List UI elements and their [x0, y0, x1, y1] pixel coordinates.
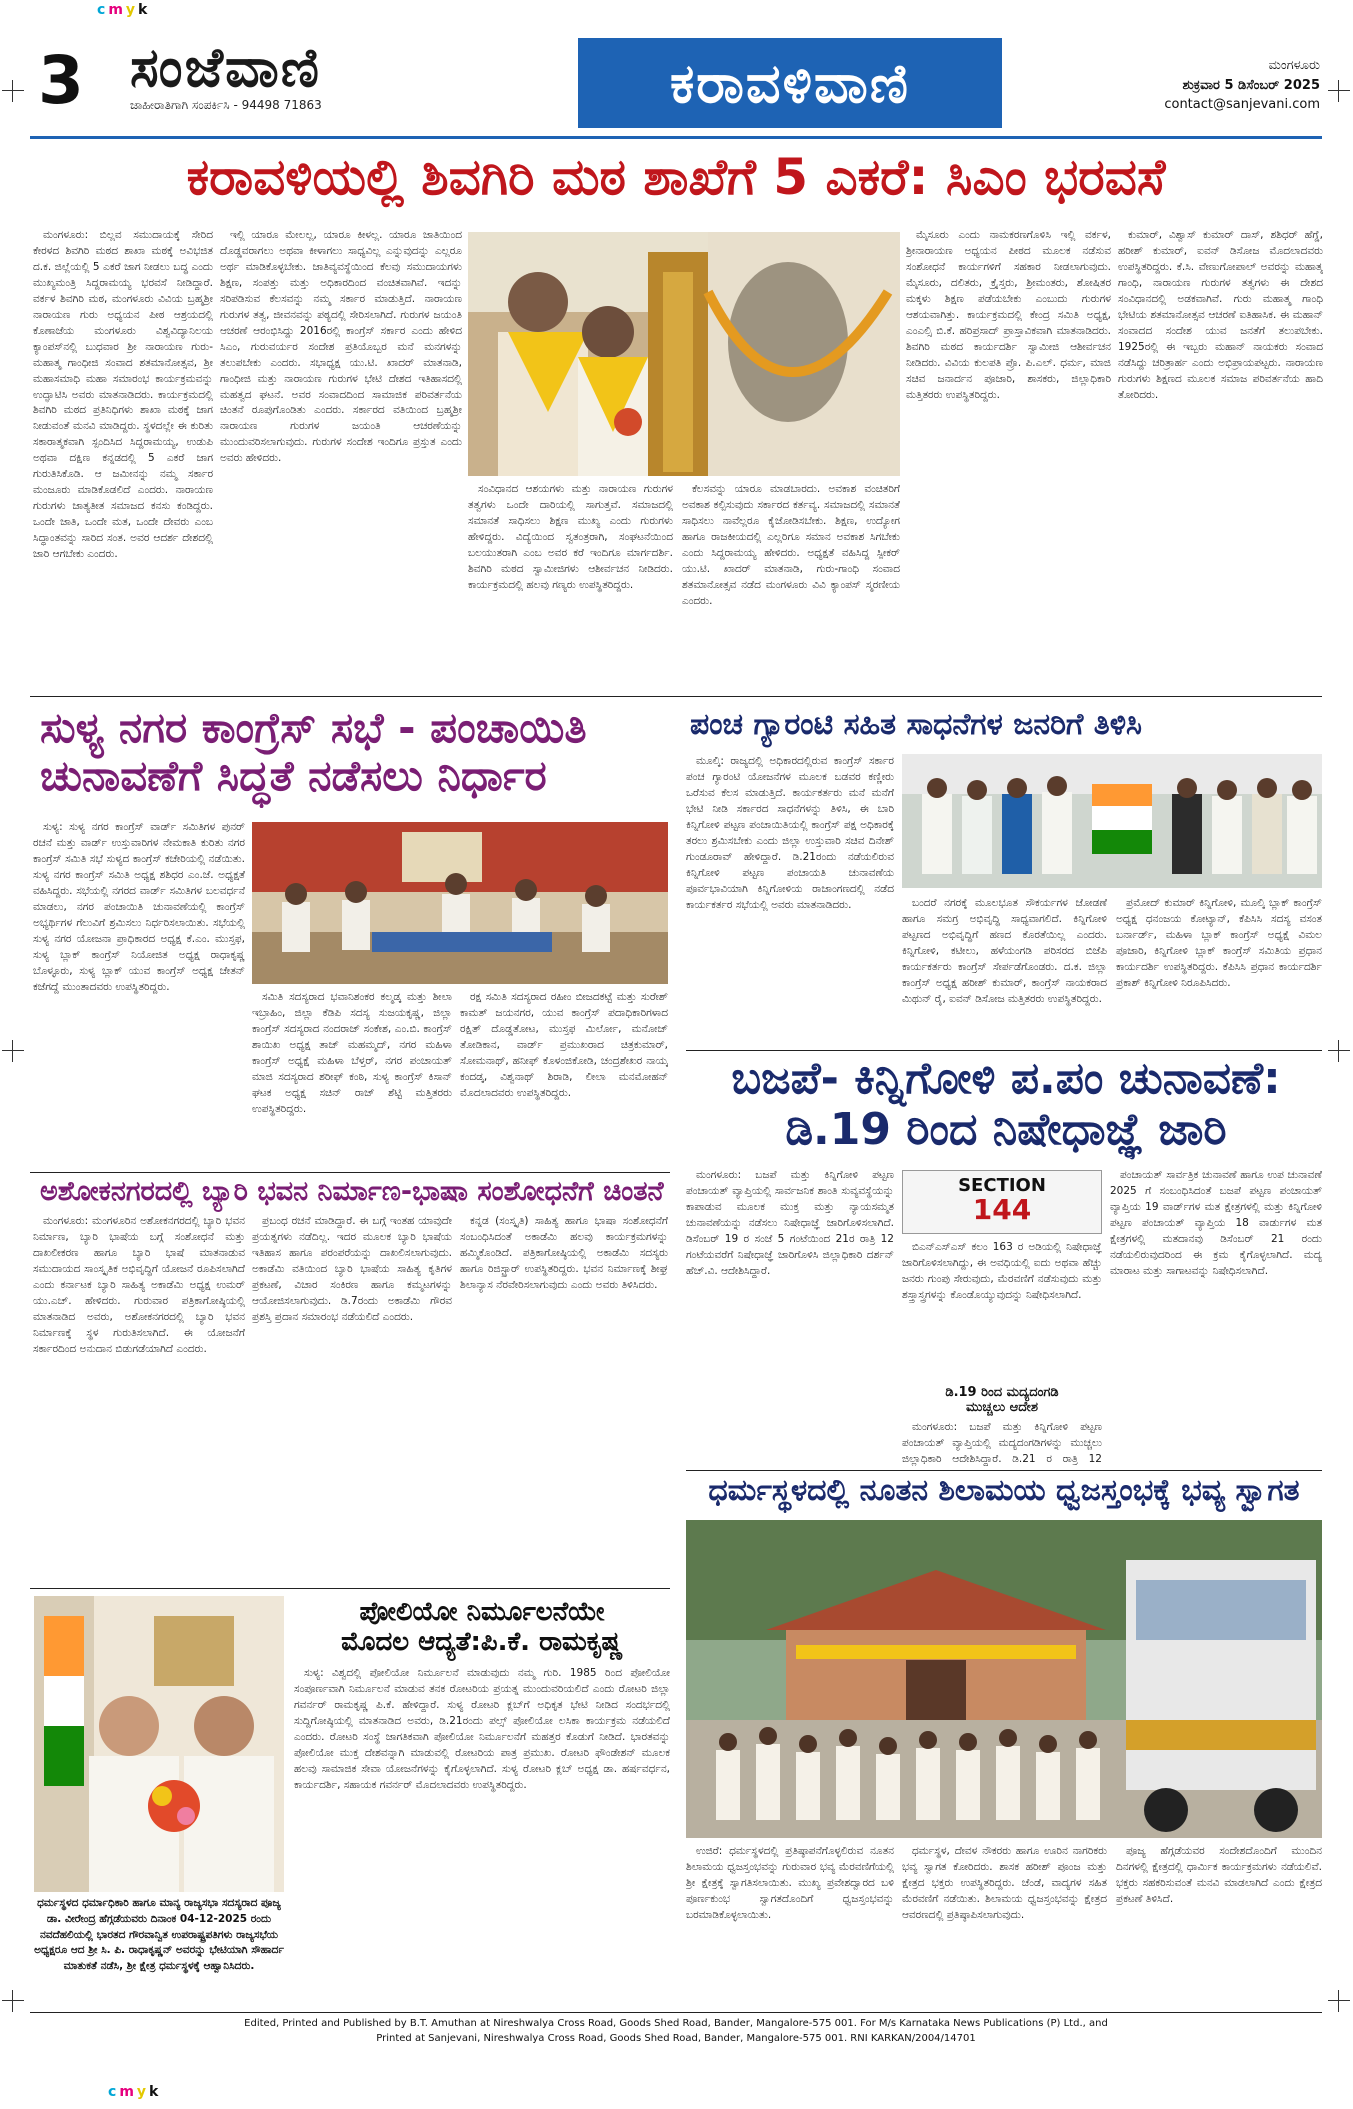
sullia-meeting-photo — [252, 822, 668, 984]
sullia-col1: ಸುಳ್ಯ: ಸುಳ್ಯ ನಗರ ಕಾಂಗ್ರೆಸ್ ವಾರ್ಡ್ ಸಮಿತಿಗಳ ಪುನರ್ ರಚನೆ ಮತ್ತು ವಾರ್ಡ್ ಉಸ್ತುವಾರಿಗಳ ನೇಮಕಾತಿ ಕುರಿತು ನಗರ ಕಾಂಗ್ರೆಸ್ ಸಮಿತಿ ಸಭೆ ಸುಳ್ಯದ ಕಾಂಗ್ರೆಸ್ ಕಚೇರಿಯಲ್ಲಿ ನಡೆಯಿತು. ಸುಳ್ಯ ನಗರ ಕಾಂಗ್ರೆಸ್ ಸಮಿತಿ ಅಧ್ಯಕ್ಷ ಶಶಿಧರ ಎಂ.ಜೆ. ಅಧ್ಯಕ್ಷತೆ ವಹಿಸಿದ್ದರು. ಸಭೆಯಲ್ಲಿ ನಗರದ ವಾರ್ಡ್ ಸಮಿತಿಗಳ ಬಲವರ್ಧನೆ ಮಾಡಲು, ನಗರ ಪಂಚಾಯಿತಿ ಚುನಾವಣೆಯಲ್ಲಿ ಕಾಂಗ್ರೆಸ್ ಅಭ್ಯರ್ಥಿಗಳ ಗೆಲುವಿಗೆ ಶ್ರಮಿಸಲು ನಿರ್ಧರಿಸಲಾಯಿತು. ಸಭೆಯಲ್ಲಿ ಸುಳ್ಯ ನಗರ ಯೋಜನಾ ಪ್ರಾಧಿಕಾರದ ಅಧ್ಯಕ್ಷ ಕೆ.ಎಂ. ಮುಸ್ತಫ, ಸುಳ್ಯ ಬ್ಲಾಕ್ ಕಾಂಗ್ರೆಸ್ ನಿಯೋಜಿತ ಅಧ್ಯಕ್ಷ ರಾಧಾಕೃಷ್ಣ ಬೊಳ್ಳೂರು, ಸುಳ್ಯ ಬ್ಲಾಕ್ ಯುವ ಕಾಂಗ್ರೆಸ್ ಅಧ್ಯಕ್ಷ ಚೇತನ್ ಕಜೆಗದ್ದೆ ಮುಂತಾದವರು ಉಪಸ್ಥಿತರಿದ್ದರು. — [33, 821, 245, 993]
registration-mark-icon — [1328, 1040, 1350, 1062]
edition-logo: ಕರಾವಳಿವಾಣಿ — [578, 38, 1002, 128]
guarantee-headline: ಪಂಚ ಗ್ಯಾರಂಟಿ ಸಹಿತ ಸಾಧನೆಗಳ ಜನರಿಗೆ ತಿಳಿಸಿ — [690, 707, 1142, 742]
polio-headline: ಪೋಲಿಯೋ ನಿರ್ಮೂಲನೆಯೇ ಮೊದಲ ಆದ್ಯತೆ:ಪಿ.ಕೆ. ರಾಮಕೃಷ್ಣ — [341, 1597, 623, 1657]
guarantee-col3: ಪ್ರಮೋದ್ ಕುಮಾರ್ ಕಿನ್ನಿಗೋಳಿ, ಮೂಲ್ಕಿ ಬ್ಲಾಕ್ ಕಾಂಗ್ರೆಸ್ ಅಧ್ಯಕ್ಷ ಧನಂಜಯ ಕೋಟ್ಯಾನ್, ಕೆಪಿಸಿಸಿ ಸದಸ್ಯ ವಸಂತ ಬರ್ನಾರ್ಡ್, ಮಹಿಳಾ ಬ್ಲಾಕ್ ಕಾಂಗ್ರೆಸ್ ಅಧ್ಯಕ್ಷೆ ವಿಮಲ ಪೂಜಾರಿ, ಕಿನ್ನಿಗೋಳಿ ಬ್ಲಾಕ್ ಕಾಂಗ್ರೆಸ್ ಸಮಿತಿಯ ಪ್ರಧಾನ ಕಾರ್ಯದರ್ಶಿ ಉಪಸ್ಥಿತರಿದ್ದರು. ಕೆಪಿಸಿಸಿ ಪ್ರಧಾನ ಕಾರ್ಯದರ್ಶಿ ಪ್ರಕಾಶ್ ಕಿನ್ನಿಗೋಳಿ ನಿರೂಪಿಸಿದರು. — [1116, 897, 1322, 989]
flagstaff-procession-photo — [686, 1520, 1322, 1838]
imprint-footer: Edited, Printed and Published by B.T. Amuthan at Nireshwalya Cross Road, Goods Shed Road, Bander, Mangalore-575 001. For M/s Karnataka News Publications (P) Ltd., and Printed at Sanjevani, Nireshwalya Cross Road, Goods Shed Road, Bander, Mangalore-575 001. RNI KARKAN/2004/14701 — [244, 2018, 1108, 2044]
page-number: 3 — [38, 42, 84, 119]
guarantee-photo — [902, 754, 1322, 888]
divider — [686, 1470, 1322, 1471]
divider — [30, 1588, 670, 1589]
sullia-col3: ರಕ್ಷ ಸಮಿತಿ ಸದಸ್ಯರಾದ ರಹೀಂ ಬೀಜದಕಟ್ಟೆ ಮತ್ತು ಸುರೇಶ್ ಕಾಮತ್ ಜಯನಗರ, ಯುವ ಕಾಂಗ್ರೆಸ್ ಪದಾಧಿಕಾರಿಗಳಾದ ರಕ್ಷಿತ್ ದೊಡ್ಡತೋಟ, ಮುಸ್ತಫ ಮಿರ್ಲೋ, ಮನೋಜ್ ತೋಡಿಕಾನ, ವಾರ್ಡ್ ಪ್ರಮುಖರಾದ ಚಿತ್ರಕುಮಾರ್, ಸೋಮನಾಥ್, ಹನೀಫ್ ಕೊಳಂಜಿಕೋಡಿ, ಚಂದ್ರಶೇಖರ ನಾಯ್ಕ ಕಂದಡ್ಕ, ವಿಶ್ವನಾಥ್ ಶಿರಾಡಿ, ಲೀಲಾ ಮನಮೋಹನ್ ಮೊದಲಾದವರು ಉಪಸ್ಥಿತರಿದ್ದರು. — [460, 991, 668, 1099]
paper-logo: ಸಂಜೆವಾಣಿ — [130, 36, 570, 98]
lead-article-col3: ಸಂವಿಧಾನದ ಆಶಯಗಳು ಮತ್ತು ನಾರಾಯಣ ಗುರುಗಳ ತತ್ವಗಳು ಒಂದೇ ದಾರಿಯಲ್ಲಿ ಸಾಗುತ್ತವೆ. ಸಮಾಜದಲ್ಲಿ ಸಮಾನತೆ ಸಾಧಿಸಲು ಶಿಕ್ಷಣ ಮುಖ್ಯ ಎಂದು ಗುರುಗಳು ಹೇಳಿದ್ದರು. ವಿದ್ಯೆಯಿಂದ ಸ್ವತಂತ್ರರಾಗಿ, ಸಂಘಟನೆಯಿಂದ ಬಲಯುತರಾಗಿ ಎಂಬ ಅವರ ಕರೆ ಇಂದಿಗೂ ಮಾರ್ಗದರ್ಶಿ. ಶಿವಗಿರಿ ಮಠದ ಸ್ವಾಮೀಜಿಗಳು ಆಶೀರ್ವಚನ ನೀಡಿದರು. ಕಾರ್ಯಕ್ರಮದಲ್ಲಿ ಹಲವು ಗಣ್ಯರು ಉಪಸ್ಥಿತರಿದ್ದರು. — [468, 483, 673, 591]
ashokenagar-col3: ಕನ್ನಡ (ಸಂಸ್ಕೃತಿ) ಸಾಹಿತ್ಯ ಹಾಗೂ ಭಾಷಾ ಸಂಶೋಧನೆಗೆ ಸಂಬಂಧಿಸಿದಂತೆ ಅಕಾಡೆಮಿ ಹಲವು ಕಾರ್ಯಕ್ರಮಗಳನ್ನು ಹಮ್ಮಿಕೊಂಡಿದೆ. ಪತ್ರಿಕಾಗೋಷ್ಠಿಯಲ್ಲಿ ಅಕಾಡೆಮಿ ಸದಸ್ಯರು ಹಾಗೂ ರಿಜಿಸ್ಟ್ರಾರ್ ಉಪಸ್ಥಿತರಿದ್ದರು. ಭವನ ನಿರ್ಮಾಣಕ್ಕೆ ಶೀಘ್ರ ಶಿಲಾನ್ಯಾಸ ನೆರವೇರಿಸಲಾಗುವುದು ಎಂದು ಅವರು ತಿಳಿಸಿದರು. — [460, 1215, 668, 1291]
sullia-col2: ಸಮಿತಿ ಸದಸ್ಯರಾದ ಭವಾನಿಶಂಕರ ಕಲ್ಮಡ್ಕ ಮತ್ತು ಶೀಲಾ ಇಬ್ರಾಹಿಂ, ಜಿಲ್ಲಾ ಕೆಡಿಪಿ ಸದಸ್ಯ ಸುಜಯಕೃಷ್ಣ, ಜಿಲ್ಲಾ ಕಾಂಗ್ರೆಸ್ ಸದಸ್ಯರಾದ ನಂದರಾಜ್ ಸಂಕೇಶ, ಎಂ.ಬಿ. ಕಾಂಗ್ರೆಸ್ ಶಾಯಿಖ ಅಧ್ಯಕ್ಷ ತಾಜ್ ಮಹಮ್ಮದ್, ನಗರ ಮಹಿಳಾ ಕಾಂಗ್ರೆಸ್ ಅಧ್ಯಕ್ಷೆ ಮಹಿಳಾ ಬೆಳ್ತರ್, ನಗರ ಪಂಚಾಯತ್ ಮಾಜಿ ಸದಸ್ಯರಾದ ಶರೀಫ್ ಕಂಠಿ, ಸುಳ್ಯ ಕಾಂಗ್ರೆಸ್ ಕಿಸಾನ್ ಘಟಕ ಅಧ್ಯಕ್ಷ ಸಚಿನ್ ರಾಜ್ ಶೆಟ್ಟಿ ಮತ್ತಿತರರು ಉಪಸ್ಥಿತರಿದ್ದರು. — [252, 991, 452, 1115]
divider — [30, 1172, 670, 1173]
masthead-left — [130, 36, 570, 118]
cmyk-mark-top: cmyk — [97, 2, 151, 18]
dharmasthala-photo — [686, 1520, 1322, 1838]
date: ಶುಕ್ರವಾರ 5 ಡಿಸೆಂಬರ್ 2025 — [1182, 77, 1320, 93]
ashokenagar-col1: ಮಂಗಳೂರು: ಮಂಗಳೂರಿನ ಅಶೋಕನಗರದಲ್ಲಿ ಬ್ಯಾರಿ ಭವನ ನಿರ್ಮಾಣ, ಬ್ಯಾರಿ ಭಾಷೆಯ ಬಗ್ಗೆ ಸಂಶೋಧನೆ ಮತ್ತು ದಾಖಲೀಕರಣ ಹಾಗೂ ಬ್ಯಾರಿ ಭಾಷೆ ಮಾತನಾಡುವ ಸಮುದಾಯದ ಸಾಂಸ್ಕೃತಿಕ ಅಭಿವೃದ್ಧಿಗೆ ಯೋಜನೆ ರೂಪಿಸಲಾಗಿದೆ ಎಂದು ಕರ್ನಾಟಕ ಬ್ಯಾರಿ ಸಾಹಿತ್ಯ ಅಕಾಡೆಮಿ ಅಧ್ಯಕ್ಷ ಉಮರ್ ಯು.ಎಚ್. ಹೇಳಿದರು. ಗುರುವಾರ ಪತ್ರಿಕಾಗೋಷ್ಠಿಯಲ್ಲಿ ಮಾತನಾಡಿದ ಅವರು, ಅಶೋಕನಗರದಲ್ಲಿ ಬ್ಯಾರಿ ಭವನ ನಿರ್ಮಾಣಕ್ಕೆ ಸ್ಥಳ ಗುರುತಿಸಲಾಗಿದೆ. ಈ ಯೋಜನೆಗೆ ಸರ್ಕಾರದಿಂದ ಅನುದಾನ ಬಿಡುಗಡೆಯಾಗಿದೆ ಎಂದರು. — [33, 1215, 245, 1355]
registration-mark-icon — [2, 1040, 24, 1062]
cmyk-mark-bottom: cmyk — [108, 2084, 162, 2100]
lead-headline: ಕರಾವಳಿಯಲ್ಲಿ ಶಿವಗಿರಿ ಮಠ ಶಾಖೆಗೆ 5 ಎಕರೆ: ಸಿಎಂ ಭರವಸೆ — [186, 148, 1166, 206]
meeting-hall-photo — [252, 822, 668, 984]
dharmasthala-headline: ಧರ್ಮಸ್ಥಳದಲ್ಲಿ ನೂತನ ಶಿಲಾಮಯ ಧ್ವಜಸ್ತಂಭಕ್ಕೆ ಭವ್ಯ ಸ್ವಾಗತ — [708, 1473, 1300, 1508]
lead-article-col6: ಕುಮಾರ್, ವಿಶ್ವಾಸ್ ಕುಮಾರ್ ದಾಸ್, ಶಶಿಧರ್ ಹೆಗ್ಡೆ, ಹರೀಶ್ ಕುಮಾರ್, ಐವನ್ ಡಿಸೋಜ ಮೊದಲಾದವರು ಉಪಸ್ಥಿತರಿದ್ದರು. ಕೆ.ಸಿ. ವೇಣುಗೋಪಾಲ್ ಅವರನ್ನು ಮಹಾತ್ಮ ಗಾಂಧಿ, ನಾರಾಯಣ ಗುರುಗಳ ತತ್ವಗಳು ಈ ದೇಶದ ಸಂವಿಧಾನದಲ್ಲಿ ಅಡಕವಾಗಿವೆ. ಗುರು ಮಹಾತ್ಮ ಗಾಂಧಿ ಭೇಟಿಯ ಶತಮಾನೋತ್ಸವ ಆಚರಣೆ ಐತಿಹಾಸಿಕ. ಈ ಮಹಾನ್ ಸಂವಾದದ ಸಂದೇಶ ಯುವ ಜನತೆಗೆ ತಲುಪಬೇಕು. 1925ರಲ್ಲಿ ಈ ಇಬ್ಬರು ಮಹಾನ್ ನಾಯಕರು ಸಂವಾದ ನಡೆಸಿದ್ದು ಚರಿತ್ರಾರ್ಹ ಎಂದು ಅಭಿಪ್ರಾಯಪಟ್ಟರು. ನಾರಾಯಣ ಗುರುಗಳು ಶಿಕ್ಷಣದ ಮೂಲಕ ಸಮಾಜ ಪರಿವರ್ತನೆಯ ಹಾದಿ ತೋರಿದರು. — [1118, 229, 1323, 401]
photo-caption: ಧರ್ಮಸ್ಥಳದ ಧರ್ಮಾಧಿಕಾರಿ ಹಾಗೂ ಮಾನ್ಯ ರಾಜ್ಯಸಭಾ ಸದಸ್ಯರಾದ ಪೂಜ್ಯ ಡಾ. ವೀರೇಂದ್ರ ಹೆಗ್ಗಡೆಯವರು ದಿನಾಂಕ 04-12-2025 ರಂದು ನವದೆಹಲಿಯಲ್ಲಿ ಭಾರತದ ಗೌರವಾನ್ವಿತ ಉಪರಾಷ್ಟ್ರಪತಿಗಳು ರಾಜ್ಯಸಭೆಯ ಅಧ್ಯಕ್ಷರೂ ಆದ ಶ್ರೀ ಸಿ. ಪಿ. ರಾಧಾಕೃಷ್ಣನ್ ಅವರನ್ನು ಭೇಟಿಯಾಗಿ ಸೌಹಾರ್ದ ಮಾತುಕತೆ ನಡೆಸಿ, ಶ್ರೀ ಕ್ಷೇತ್ರ ಧರ್ಮಸ್ಥಳಕ್ಕೆ ಆಹ್ವಾನಿಸಿದರು. — [34, 1897, 284, 1972]
guarantee-col1: ಮೂಲ್ಕಿ: ರಾಜ್ಯದಲ್ಲಿ ಅಧಿಕಾರದಲ್ಲಿರುವ ಕಾಂಗ್ರೆಸ್ ಸರ್ಕಾರ ಪಂಚ ಗ್ಯಾರಂಟಿ ಯೋಜನೆಗಳ ಮೂಲಕ ಬಡವರ ಕಣ್ಣೀರು ಒರೆಸುವ ಕೆಲಸ ಮಾಡುತ್ತಿದೆ. ಕಾರ್ಯಕರ್ತರು ಮನೆ ಮನೆಗೆ ಭೇಟಿ ನೀಡಿ ಸರ್ಕಾರದ ಸಾಧನೆಗಳನ್ನು ತಿಳಿಸಿ, ಈ ಬಾರಿ ಕಿನ್ನಿಗೋಳಿ ಪಟ್ಟಣ ಪಂಚಾಯಿತಿಯಲ್ಲಿ ಕಾಂಗ್ರೆಸ್ ಪಕ್ಷ ಅಧಿಕಾರಕ್ಕೆ ತರಲು ಶ್ರಮಿಸಬೇಕು ಎಂದು ಜಿಲ್ಲಾ ಉಸ್ತುವಾರಿ ಸಚಿವ ದಿನೇಶ್ ಗುಂಡೂರಾವ್ ಹೇಳಿದ್ದಾರೆ. ಡಿ.21ರಂದು ನಡೆಯಲಿರುವ ಕಿನ್ನಿಗೋಳಿ ಪಟ್ಟಣ ಪಂಚಾಯತಿ ಚುನಾವಣೆಯ ಪೂರ್ವಭಾವಿಯಾಗಿ ಕಿನ್ನಿಗೋಳಿಯ ರಾಜಾಂಗಣದಲ್ಲಿ ನಡೆದ ಕಾರ್ಯಕರ್ತರ ಸಭೆಯಲ್ಲಿ ಅವರು ಮಾತನಾಡಿದರು. — [686, 755, 894, 911]
registration-mark-icon — [1328, 80, 1350, 102]
contact-email: contact@sanjevani.com — [1164, 97, 1320, 112]
guarantee-col2: ಬಂದರೆ ನಗರಕ್ಕೆ ಮೂಲಭೂತ ಸೌಕರ್ಯಗಳ ಜೋಡಣೆ ಹಾಗೂ ಸಮಗ್ರ ಅಭಿವೃದ್ಧಿ ಸಾಧ್ಯವಾಗಲಿದೆ. ಕಿನ್ನಿಗೋಳಿ ಪಟ್ಟಣದ ಅಭಿವೃದ್ಧಿಗೆ ಹಣದ ಕೊರತೆಯಿಲ್ಲ ಎಂದರು. ಕಿನ್ನಿಗೋಳಿ, ಕಟೀಲು, ಹಳೆಯಂಗಡಿ ಪರಿಸರದ ಬಿಜೆಪಿ ಕಾರ್ಯಕರ್ತರು ಕಾಂಗ್ರೆಸ್ ಸೇರ್ಪಡೆಗೊಂಡರು. ದ.ಕ. ಜಿಲ್ಲಾ ಕಾಂಗ್ರೆಸ್ ಅಧ್ಯಕ್ಷ ಹರೀಶ್ ಕುಮಾರ್, ಕಾಂಗ್ರೆಸ್ ನಾಯಕರಾದ ಮಿಥುನ್ ರೈ, ಐವನ್ ಡಿಸೋಜ ಮತ್ತಿತರರು ಉಪಸ್ಥಿತರಿದ್ದರು. — [902, 897, 1107, 1005]
divider — [30, 696, 1322, 697]
ashokenagar-headline: ಅಶೋಕನಗರದಲ್ಲಿ ಬ್ಯಾರಿ ಭವನ ನಿರ್ಮಾಣ-ಭಾಷಾ ಸಂಶೋಧನೆಗೆ ಚಿಂತನೆ — [40, 1176, 664, 1207]
bajpe-headline: ಬಜಪೆ- ಕಿನ್ನಿಗೋಳಿ ಪ.ಪಂ ಚುನಾವಣೆ: ಡಿ.19 ರಿಂದ ನಿಷೇಧಾಜ್ಞೆ ಜಾರಿ — [731, 1053, 1281, 1155]
lead-photo — [468, 232, 900, 476]
divider — [686, 1050, 1322, 1051]
ashokenagar-col2: ಪ್ರಬಂಧ ರಚನೆ ಮಾಡಿದ್ದಾರೆ. ಈ ಬಗ್ಗೆ ಇಂತಹ ಯಾವುದೇ ಪ್ರಯತ್ನಗಳು ನಡೆದಿಲ್ಲ. ಇದರ ಮೂಲಕ ಬ್ಯಾರಿ ಭಾಷೆಯ ಇತಿಹಾಸ ಹಾಗೂ ಪರಂಪರೆಯನ್ನು ದಾಖಲಿಸಲಾಗುವುದು. ಅಕಾಡೆಮಿ ವತಿಯಿಂದ ಬ್ಯಾರಿ ಭಾಷೆಯ ಸಾಹಿತ್ಯ ಕೃತಿಗಳ ಪ್ರಕಟಣೆ, ವಿಚಾರ ಸಂಕಿರಣ ಹಾಗೂ ಕಮ್ಮಟಗಳನ್ನು ಆಯೋಜಿಸಲಾಗುವುದು. ಡಿ.7ರಂದು ಅಕಾಡೆಮಿ ಗೌರವ ಪ್ರಶಸ್ತಿ ಪ್ರದಾನ ಸಮಾರಂಭ ನಡೆಯಲಿದೆ ಎಂದರು. — [252, 1215, 452, 1323]
registration-mark-icon — [2, 1990, 24, 2012]
registration-mark-icon — [1328, 1990, 1350, 2012]
city: ಮಂಗಳೂರು — [1268, 58, 1320, 73]
ad-contact-tagline: ಜಾಹೀರಾತಿಗಾಗಿ ಸಂಪರ್ಕಿಸಿ - 94498 71863 — [130, 98, 322, 112]
bajpe-col2: ಪಂಚಾಯತ್ ಸಾರ್ವತ್ರಿಕ ಚುನಾವಣೆ ಹಾಗೂ ಉಪ ಚುನಾವಣೆ 2025 ಗೆ ಸಂಬಂಧಿಸಿದಂತೆ ಬಜಪೆ ಪಟ್ಟಣ ಪಂಚಾಯತ್ ವ್ಯಾಪ್ತಿಯ 19 ವಾರ್ಡ್‌ಗಳ ಮತ ಕ್ಷೇತ್ರಗಳಲ್ಲಿ ಮತ್ತು ಕಿನ್ನಿಗೋಳಿ ಪಟ್ಟಣ ಪಂಚಾಯತ್ ವ್ಯಾಪ್ತಿಯ 18 ವಾರ್ಡುಗಳ ಮತ ಕ್ಷೇತ್ರಗಳಲ್ಲಿ ಮತದಾನವು ಡಿಸೆಂಬರ್ 21 ರಂದು ನಡೆಯಲಿರುವುದರಿಂದ ಈ ಕ್ರಮ ಕೈಗೊಳ್ಳಲಾಗಿದೆ. ಮದ್ಯ ಮಾರಾಟ ಮತ್ತು ಸಾಗಾಟವನ್ನು ನಿಷೇಧಿಸಲಾಗಿದೆ. — [1110, 1169, 1322, 1277]
registration-mark-icon — [2, 80, 24, 102]
bajpe-col1: ಮಂಗಳೂರು: ಬಜಪೆ ಮತ್ತು ಕಿನ್ನಿಗೋಳಿ ಪಟ್ಟಣ ಪಂಚಾಯತ್ ವ್ಯಾಪ್ತಿಯಲ್ಲಿ ಸಾರ್ವಜನಿಕ ಶಾಂತಿ ಸುವ್ಯವಸ್ಥೆಯನ್ನು ಕಾಪಾಡುವ ಮೂಲಕ ಮುಕ್ತ ಮತ್ತು ನ್ಯಾಯಸಮ್ಮತ ಚುನಾವಣೆಯನ್ನು ನಡೆಸಲು ನಿಷೇಧಾಜ್ಞೆ ಜಾರಿಗೊಳಿಸಲಾಗಿದೆ. ಡಿಸೆಂಬರ್ 19 ರ ಸಂಜೆ 5 ಗಂಟೆಯಿಂದ 21ರ ರಾತ್ರಿ 12 ಗಂಟೆಯವರೆಗೆ ನಿಷೇಧಾಜ್ಞೆ ಜಾರಿಗೊಳಿಸಿ ಜಿಲ್ಲಾಧಿಕಾರಿ ದರ್ಶನ್ ಹೆಚ್.ವಿ. ಆದೇಶಿಸಿದ್ದಾರೆ. — [686, 1169, 894, 1277]
section-144-graphic: SECTION 144 — [902, 1170, 1102, 1234]
dateline — [1050, 56, 1320, 115]
bajpe-col4: ಮಂಗಳೂರು: ಬಜಪೆ ಮತ್ತು ಕಿನ್ನಿಗೋಳಿ ಪಟ್ಟಣ ಪಂಚಾಯತ್ ವ್ಯಾಪ್ತಿಯಲ್ಲಿ ಮದ್ಯದಂಗಡಿಗಳನ್ನು ಮುಚ್ಚಲು ಜಿಲ್ಲಾಧಿಕಾರಿ ಆದೇಶಿಸಿದ್ದಾರೆ. ಡಿ.21 ರ ರಾತ್ರಿ 12 — [902, 1421, 1102, 1465]
lead-article-col1: ಮಂಗಳೂರು: ಬಿಲ್ಲವ ಸಮುದಾಯಕ್ಕೆ ಸೇರಿದ ಕೇರಳದ ಶಿವಗಿರಿ ಮಠದ ಶಾಖಾ ಮಠಕ್ಕೆ ಅವಿಭಜಿತ ದ.ಕ. ಜಿಲ್ಲೆಯಲ್ಲಿ 5 ಎಕರೆ ಜಾಗ ನೀಡಲು ಬದ್ಧ ಎಂದು ಮುಖ್ಯಮಂತ್ರಿ ಸಿದ್ದರಾಮಯ್ಯ ಭರವಸೆ ನೀಡಿದ್ದಾರೆ. ವರ್ಕಳ ಶಿವಗಿರಿ ಮಠ, ಮಂಗಳೂರು ವಿವಿಯ ಬ್ರಹ್ಮಶ್ರೀ ನಾರಾಯಣ ಗುರು ಅಧ್ಯಯನ ಪೀಠ ಆಶ್ರಯದಲ್ಲಿ ಕೊಣಾಜೆಯ ಮಂಗಳೂರು ವಿಶ್ವವಿದ್ಯಾನಿಲಯ ಕ್ಯಾಂಪಸ್‌ನಲ್ಲಿ ಬುಧವಾರ ಶ್ರೀ ನಾರಾಯಣ ಗುರು-ಮಹಾತ್ಮ ಗಾಂಧೀಜಿ ಸಂವಾದ ಶತಮಾನೋತ್ಸವ, ಶ್ರೀ ಮಹಾಸಮಾಧಿ ಮಹಾ ಸಮಾರಂಭ ಕಾರ್ಯಕ್ರಮವನ್ನು ಉದ್ಘಾಟಿಸಿ ಅವರು ಮಾತನಾಡಿದರು. ಕಾರ್ಯಕ್ರಮದಲ್ಲಿ ಶಿವಗಿರಿ ಮಠದ ಪ್ರತಿನಿಧಿಗಳು ಶಾಖಾ ಮಠಕ್ಕೆ ಜಾಗ ನೀಡುವಂತೆ ಮನವಿ ಮಾಡಿದ್ದರು. ಸ್ಥಳದಲ್ಲೇ ಈ ಕುರಿತು ಸಕಾರಾತ್ಮಕವಾಗಿ ಸ್ಪಂದಿಸಿದ ಸಿದ್ದರಾಮಯ್ಯ, ಉಡುಪಿ ಅಥವಾ ದಕ್ಷಿಣ ಕನ್ನಡದಲ್ಲಿ 5 ಎಕರೆ ಜಾಗ ಗುರುತಿಸಿಕೊಡಿ. ಆ ಜಮೀನನ್ನು ನಮ್ಮ ಸರ್ಕಾರ ಮಂಜೂರು ಮಾಡಿಕೊಡಲಿದೆ ಎಂದರು. ನಾರಾಯಣ ಗುರುಗಳು ಜಾತ್ಯತೀತ ಸಮಾಜದ ಕನಸು ಕಂಡಿದ್ದರು. ಒಂದೇ ಜಾತಿ, ಒಂದೇ ಮತ, ಒಂದೇ ದೇವರು ಎಂಬ ಸಿದ್ಧಾಂತವನ್ನು ಸಾರಿದ ಸಂತ. ಅವರ ಆದರ್ಶ ದೇಶದಲ್ಲಿ ಜಾರಿ ಆಗಬೇಕು ಎಂದರು. — [33, 229, 213, 561]
congress-workers-photo — [902, 754, 1322, 888]
dharmasthala-col2: ಧರ್ಮಸ್ಥಳ, ದೇವಳ ನೌಕರರು ಹಾಗೂ ಊರಿನ ನಾಗರಿಕರು ಭವ್ಯ ಸ್ವಾಗತ ಕೋರಿದರು. ಶಾಸಕ ಹರೀಶ್ ಪೂಂಜ ಮತ್ತು ಕ್ಷೇತ್ರದ ಭಕ್ತರು ಉಪಸ್ಥಿತರಿದ್ದರು. ಚೆಂಡೆ, ವಾದ್ಯಗಳ ಸಹಿತ ಮೆರವಣಿಗೆ ನಡೆಯಿತು. ಶಿಲಾಮಯ ಧ್ವಜಸ್ತಂಭವನ್ನು ಕ್ಷೇತ್ರದ ಆವರಣದಲ್ಲಿ ಪ್ರತಿಷ್ಠಾಪಿಸಲಾಗುವುದು. — [902, 1845, 1107, 1921]
dharmasthala-col1: ಉಜಿರೆ: ಧರ್ಮಸ್ಥಳದಲ್ಲಿ ಪ್ರತಿಷ್ಠಾಪನೆಗೊಳ್ಳಲಿರುವ ನೂತನ ಶಿಲಾಮಯ ಧ್ವಜಸ್ತಂಭವನ್ನು ಗುರುವಾರ ಭವ್ಯ ಮೆರವಣಿಗೆಯಲ್ಲಿ ಶ್ರೀ ಕ್ಷೇತ್ರಕ್ಕೆ ಸ್ವಾಗತಿಸಲಾಯಿತು. ಮುಖ್ಯ ಪ್ರವೇಶದ್ವಾರದ ಬಳಿ ಪೂರ್ಣಕುಂಭ ಸ್ವಾಗತದೊಂದಿಗೆ ಧ್ವಜಸ್ತಂಭವನ್ನು ಬರಮಾಡಿಕೊಳ್ಳಲಾಯಿತು. — [686, 1845, 894, 1921]
masthead-rule — [30, 136, 1322, 139]
bajpe-col3: ಬಿಎನ್‌ಎಸ್‌ಎಸ್ ಕಲಂ 163 ರ ಅಡಿಯಲ್ಲಿ ನಿಷೇಧಾಜ್ಞೆ ಜಾರಿಗೊಳಿಸಲಾಗಿದ್ದು, ಈ ಅವಧಿಯಲ್ಲಿ ಐದು ಅಥವಾ ಹೆಚ್ಚು ಜನರು ಗುಂಪು ಸೇರುವುದು, ಮೆರವಣಿಗೆ ನಡೆಸುವುದು ಮತ್ತು ಶಸ್ತ್ರಾಸ್ತ್ರಗಳನ್ನು ಕೊಂಡೊಯ್ಯುವುದನ್ನು ನಿಷೇಧಿಸಲಾಗಿದೆ. — [902, 1241, 1102, 1301]
meeting-photo — [34, 1596, 284, 1892]
dharmasthala-col3: ಪೂಜ್ಯ ಹೆಗ್ಗಡೆಯವರ ಸಂದೇಶದೊಂದಿಗೆ ಮುಂದಿನ ದಿನಗಳಲ್ಲಿ ಕ್ಷೇತ್ರದಲ್ಲಿ ಧಾರ್ಮಿಕ ಕಾರ್ಯಕ್ರಮಗಳು ನಡೆಯಲಿವೆ. ಭಕ್ತರು ಸಹಕರಿಸುವಂತೆ ಮನವಿ ಮಾಡಲಾಗಿದೆ ಎಂದು ಕ್ಷೇತ್ರದ ಪ್ರಕಟಣೆ ತಿಳಿಸಿದೆ. — [1116, 1845, 1322, 1905]
lead-article-col4: ಕೆಲಸವನ್ನು ಯಾರೂ ಮಾಡಬಾರದು. ಅವಕಾಶ ವಂಚಿತರಿಗೆ ಅವಕಾಶ ಕಲ್ಪಿಸುವುದು ಸರ್ಕಾರದ ಕರ್ತವ್ಯ. ಸಮಾಜದಲ್ಲಿ ಸಮಾನತೆ ಸಾಧಿಸಲು ನಾವೆಲ್ಲರೂ ಕೈಜೋಡಿಸಬೇಕು. ಶಿಕ್ಷಣ, ಉದ್ಯೋಗ ಹಾಗೂ ರಾಜಕೀಯದಲ್ಲಿ ಎಲ್ಲರಿಗೂ ಸಮಾನ ಅವಕಾಶ ಸಿಗಬೇಕು ಎಂದು ಸಿದ್ದರಾಮಯ್ಯ ಹೇಳಿದರು. ಅಧ್ಯಕ್ಷತೆ ವಹಿಸಿದ್ದ ಸ್ಪೀಕರ್ ಯು.ಟಿ. ಖಾದರ್ ಮಾತನಾಡಿ, ಗುರು-ಗಾಂಧಿ ಸಂವಾದ ಶತಮಾನೋತ್ಸವ ನಡೆದ ಮಂಗಳೂರು ವಿವಿ ಕ್ಯಾಂಪಸ್ ಸ್ಮರಣೀಯ ಎಂದರು. — [682, 483, 900, 607]
lead-article-col5: ಮೈಸೂರು ಎಂದು ನಾಮಕರಣಗೊಳಿಸಿ ಇಲ್ಲಿ ವರ್ಕಳ, ಶ್ರೀನಾರಾಯಣ ಅಧ್ಯಯನ ಪೀಠದ ಮೂಲಕ ನಡೆಸುವ ಸಂಶೋಧನೆ ಕಾರ್ಯಗಳಿಗೆ ಸಹಕಾರ ನೀಡಲಾಗುವುದು. ಮೈಸೂರು, ದಲಿತರು, ಕ್ರೈಸ್ತರು, ಶ್ರೀಮಂತರು, ಶೋಷಿತರ ಮಕ್ಕಳು ಶಿಕ್ಷಣ ಪಡೆಯಬೇಕು ಎಂಬುದು ಗುರುಗಳ ಆಶಯವಾಗಿತ್ತು. ಕಾರ್ಯಕ್ರಮದಲ್ಲಿ ಕೇಂದ್ರ ಸಮಿತಿ ಅಧ್ಯಕ್ಷ, ಎಂಎಲ್ಸಿ ಬಿ.ಕೆ. ಹರಿಪ್ರಸಾದ್ ಪ್ರಾಸ್ತಾವಿಕವಾಗಿ ಮಾತನಾಡಿದರು. ಶಿವಗಿರಿ ಮಠದ ಕಾರ್ಯದರ್ಶಿ ಸ್ವಾಮೀಜಿ ಆಶೀರ್ವಚನ ನೀಡಿದರು. ವಿವಿಯ ಕುಲಪತಿ ಪ್ರೊ. ಪಿ.ಎಲ್. ಧರ್ಮ, ಮಾಜಿ ಸಚಿವ ಜನಾರ್ದನ ಪೂಜಾರಿ, ಶಾಸಕರು, ಜಿಲ್ಲಾಧಿಕಾರಿ ಮತ್ತಿತರರು ಉಪಸ್ಥಿತರಿದ್ದರು. — [906, 229, 1111, 401]
lead-article-col2: ಇಲ್ಲಿ ಯಾರೂ ಮೇಲಲ್ಲ, ಯಾರೂ ಕೀಳಲ್ಲ. ಯಾರೂ ಜಾತಿಯಿಂದ ದೊಡ್ಡವರಾಗಲು ಅಥವಾ ಕೀಳಾಗಲು ಸಾಧ್ಯವಿಲ್ಲ ಎನ್ನುವುದನ್ನು ಎಲ್ಲರೂ ಅರ್ಥ ಮಾಡಿಕೊಳ್ಳಬೇಕು. ಜಾತಿವ್ಯವಸ್ಥೆಯಿಂದ ಕೆಲವು ಸಮುದಾಯಗಳು ಶಿಕ್ಷಣ, ಸಂಪತ್ತು ಮತ್ತು ಅಧಿಕಾರದಿಂದ ವಂಚಿತವಾಗಿವೆ. ಇದನ್ನು ಸರಿಪಡಿಸುವ ಕೆಲಸವನ್ನು ನಮ್ಮ ಸರ್ಕಾರ ಮಾಡುತ್ತಿದೆ. ನಾರಾಯಣ ಗುರುಗಳ ತತ್ವ, ಜೀವನವನ್ನು ಪಠ್ಯದಲ್ಲಿ ಸೇರಿಸಲಾಗಿದೆ. ಗುರುಗಳ ಜಯಂತಿ ಆಚರಣೆ ಆರಂಭಿಸಿದ್ದು 2016ರಲ್ಲಿ ಕಾಂಗ್ರೆಸ್ ಸರ್ಕಾರ ಎಂದು ಹೇಳಿದ ಸಿಎಂ, ಗುರುವರ್ಯರ ಸಂದೇಶ ಪ್ರತಿಯೊಬ್ಬರ ಮನೆ ಮನಗಳನ್ನು ತಲುಪಬೇಕು ಎಂದರು. ಸಭಾಧ್ಯಕ್ಷ ಯು.ಟಿ. ಖಾದರ್ ಮಾತನಾಡಿ, ಗಾಂಧೀಜಿ ಮತ್ತು ನಾರಾಯಣ ಗುರುಗಳ ಭೇಟಿ ದೇಶದ ಇತಿಹಾಸದಲ್ಲಿ ಮಹತ್ವದ ಘಟನೆ. ಅವರ ಸಂವಾದದಿಂದ ಸಾಮಾಜಿಕ ಪರಿವರ್ತನೆಯ ಚಿಂತನೆ ರೂಪುಗೊಂಡಿತು ಎಂದರು. ಸರ್ಕಾರದ ವತಿಯಿಂದ ಬ್ರಹ್ಮಶ್ರೀ ನಾರಾಯಣ ಗುರುಗಳ ಜಯಂತಿ ಆಚರಣೆಯನ್ನು ಮುಂದುವರಿಸಲಾಗುವುದು. ಗುರುಗಳ ಸಂದೇಶ ಇಂದಿಗೂ ಪ್ರಸ್ತುತ ಎಂದು ಅವರು ಹೇಳಿದರು. — [220, 229, 462, 465]
sullia-headline: ಸುಳ್ಯ ನಗರ ಕಾಂಗ್ರೆಸ್ ಸಭೆ - ಪಂಚಾಯಿತಿ ಚುನಾವಣೆಗೆ ಸಿದ್ಧತೆ ನಡೆಸಲು ನಿರ್ಧಾರ — [40, 703, 587, 801]
footer-rule — [30, 2012, 1322, 2013]
bajpe-subhead: ಡಿ.19 ರಿಂದ ಮದ್ಯದಂಗಡಿ ಮುಚ್ಚಲು ಆದೇಶ — [945, 1385, 1059, 1415]
cm-ceremony-photo — [468, 232, 900, 476]
polio-col1: ಸುಳ್ಯ: ವಿಶ್ವದಲ್ಲಿ ಪೋಲಿಯೋ ನಿರ್ಮೂಲನೆ ಮಾಡುವುದು ನಮ್ಮ ಗುರಿ. 1985 ರಿಂದ ಪೋಲಿಯೋ ಸಂಪೂರ್ಣವಾಗಿ ನಿರ್ಮೂಲನೆ ಮಾಡುವ ತನಕ ರೋಟರಿಯ ಪ್ರಯತ್ನ ಮುಂದುವರಿಯಲಿದೆ ಎಂದು ರೋಟರಿ ಜಿಲ್ಲಾ ಗವರ್ನರ್ ರಾಮಕೃಷ್ಣ ಪಿ.ಕೆ. ಹೇಳಿದ್ದಾರೆ. ಸುಳ್ಯ ರೋಟರಿ ಕ್ಲಬ್‌ಗೆ ಅಧಿಕೃತ ಭೇಟಿ ನೀಡಿದ ಸಂದರ್ಭದಲ್ಲಿ ಸುದ್ದಿಗೋಷ್ಠಿಯಲ್ಲಿ ಮಾತನಾಡಿದ ಅವರು, ಡಿ.21ರಂದು ಪಲ್ಸ್ ಪೋಲಿಯೋ ಲಸಿಕಾ ಕಾರ್ಯಕ್ರಮ ನಡೆಯಲಿದೆ ಎಂದರು. ರೋಟರಿ ಸಂಸ್ಥೆ ಜಾಗತಿಕವಾಗಿ ಪೋಲಿಯೋ ನಿರ್ಮೂಲನೆಗೆ ಮಹತ್ತರ ಕೊಡುಗೆ ನೀಡಿದೆ. ಭಾರತವನ್ನು ಪೋಲಿಯೋ ಮುಕ್ತ ದೇಶವನ್ನಾಗಿ ಮಾಡುವಲ್ಲಿ ರೋಟರಿಯ ಪಾತ್ರ ಪ್ರಮುಖ. ರೋಟರಿ ಫೌಂಡೇಶನ್ ಮೂಲಕ ಹಲವು ಸಾಮಾಜಿಕ ಸೇವಾ ಯೋಜನೆಗಳನ್ನು ಕೈಗೊಳ್ಳಲಾಗಿದೆ. ಸುಳ್ಯ ರೋಟರಿ ಕ್ಲಬ್ ಅಧ್ಯಕ್ಷ ಡಾ. ಹರ್ಷವರ್ಧನ, ಕಾರ್ಯದರ್ಶಿ, ಸಹಾಯಕ ಗವರ್ನರ್ ಮೊದಲಾದವರು ಉಪಸ್ಥಿತರಿದ್ದರು. — [294, 1667, 670, 1791]
vice-president-meeting-photo — [34, 1596, 284, 1892]
